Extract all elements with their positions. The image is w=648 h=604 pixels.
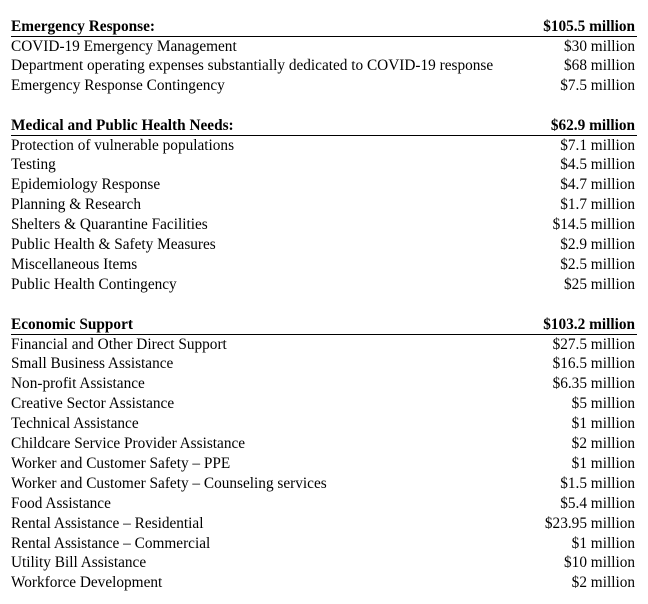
- item-amount: $6.35 million: [552, 375, 635, 393]
- line-item: [11, 394, 637, 414]
- line-item: [11, 434, 637, 454]
- section-medical-public-health: [11, 116, 637, 295]
- item-amount: $4.5 million: [560, 156, 635, 174]
- item-amount: $7.1 million: [560, 136, 635, 154]
- item-label: Small Business Assistance: [11, 355, 174, 373]
- line-item: [11, 374, 637, 394]
- item-amount: $1.5 million: [560, 474, 635, 492]
- item-label: Rental Assistance – Commercial: [11, 534, 211, 552]
- line-item: [11, 37, 637, 57]
- item-amount: $23.95 million: [544, 514, 635, 532]
- item-amount: $2 million: [571, 435, 635, 453]
- item-amount: $27.5 million: [552, 335, 635, 353]
- item-label: Financial and Other Direct Support: [11, 335, 227, 353]
- section-header: [11, 17, 637, 37]
- line-item: [11, 494, 637, 514]
- line-item: [11, 514, 637, 534]
- item-label: Miscellaneous Items: [11, 255, 138, 273]
- item-label: Non-profit Assistance: [11, 375, 145, 393]
- item-label: Public Health Contingency: [11, 275, 177, 293]
- item-amount: $1 million: [571, 534, 635, 552]
- section-emergency-response: [11, 17, 637, 96]
- item-label: Planning & Research: [11, 196, 141, 214]
- line-item: [11, 573, 637, 593]
- line-item: [11, 255, 637, 275]
- line-item: [11, 553, 637, 573]
- item-amount: $14.5 million: [552, 216, 635, 234]
- section-total: $105.5 million: [543, 18, 635, 35]
- item-amount: $5.4 million: [560, 494, 635, 512]
- line-item: [11, 175, 637, 195]
- line-item: [11, 454, 637, 474]
- line-item: [11, 354, 637, 374]
- item-label: Worker and Customer Safety – PPE: [11, 454, 231, 472]
- item-amount: $7.5 million: [560, 77, 635, 95]
- line-item: [11, 56, 637, 76]
- item-label: Department operating expenses substantially dedicated to COVID-19 response: [11, 57, 494, 75]
- item-label: Food Assistance: [11, 494, 111, 512]
- item-amount: $1.7 million: [560, 196, 635, 214]
- line-item: [11, 414, 637, 434]
- item-label: Utility Bill Assistance: [11, 554, 147, 572]
- line-item: [11, 155, 637, 175]
- item-amount: $2 million: [571, 574, 635, 592]
- section-economic-support: [11, 315, 637, 593]
- item-amount: $2.5 million: [560, 255, 635, 273]
- line-item: [11, 275, 637, 295]
- line-item: [11, 474, 637, 494]
- item-label: Rental Assistance – Residential: [11, 514, 204, 532]
- item-label: Shelters & Quarantine Facilities: [11, 216, 208, 234]
- item-amount: $4.7 million: [560, 176, 635, 194]
- item-label: Technical Assistance: [11, 415, 139, 433]
- line-item: [11, 335, 637, 355]
- item-label: Worker and Customer Safety – Counseling services: [11, 474, 327, 492]
- section-header: [11, 116, 637, 136]
- item-amount: $5 million: [571, 395, 635, 413]
- item-label: COVID-19 Emergency Management: [11, 37, 237, 55]
- section-heading: Economic Support: [11, 316, 133, 333]
- item-amount: $16.5 million: [552, 355, 635, 373]
- item-amount: $25 million: [564, 275, 635, 293]
- line-item: [11, 235, 637, 255]
- item-amount: $10 million: [564, 554, 635, 572]
- section-total: $103.2 million: [543, 316, 635, 333]
- section-heading: Emergency Response:: [11, 18, 156, 35]
- item-label: Workforce Development: [11, 574, 163, 592]
- item-label: Epidemiology Response: [11, 176, 161, 194]
- item-label: Emergency Response Contingency: [11, 77, 225, 95]
- line-item: [11, 534, 637, 554]
- line-item: [11, 136, 637, 156]
- line-item: [11, 76, 637, 96]
- line-item: [11, 215, 637, 235]
- item-amount: $68 million: [564, 57, 635, 75]
- item-label: Public Health & Safety Measures: [11, 236, 216, 254]
- item-label: Childcare Service Provider Assistance: [11, 435, 246, 453]
- section-header: [11, 315, 637, 335]
- item-amount: $30 million: [564, 37, 635, 55]
- item-label: Creative Sector Assistance: [11, 395, 175, 413]
- line-item: [11, 195, 637, 215]
- section-heading: Medical and Public Health Needs:: [11, 117, 234, 134]
- item-amount: $2.9 million: [560, 236, 635, 254]
- item-amount: $1 million: [571, 415, 635, 433]
- item-amount: $1 million: [571, 454, 635, 472]
- item-label: Protection of vulnerable populations: [11, 136, 235, 154]
- item-label: Testing: [11, 156, 56, 174]
- section-total: $62.9 million: [550, 117, 635, 134]
